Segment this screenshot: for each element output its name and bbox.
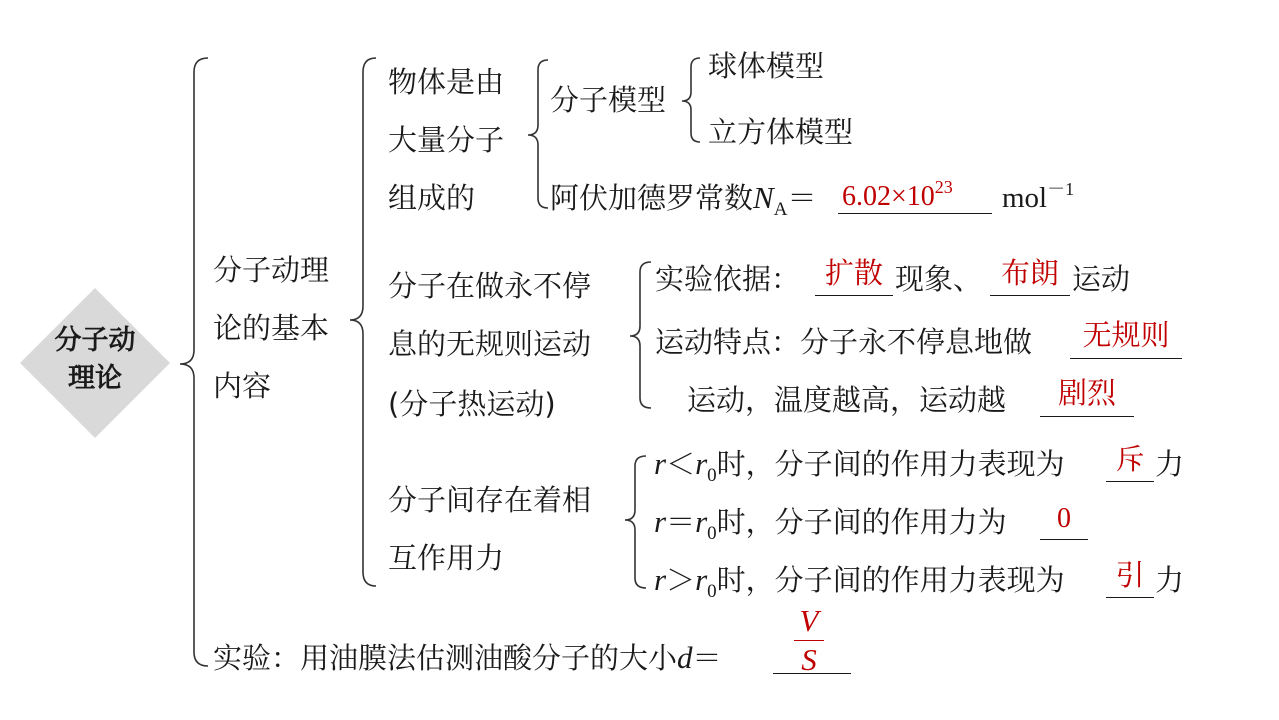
fraction-denominator: S <box>801 642 817 677</box>
force-lt-r0: r <box>695 446 708 481</box>
force-gt-text: 时，分子间的作用力表现为 <box>716 563 1065 597</box>
group1-brace <box>528 60 548 208</box>
avogadro-symbol: N <box>753 180 774 215</box>
branch-line3: 内容 <box>213 369 272 403</box>
feature-line2: 运动，温度越高，运动越 <box>687 383 1007 417</box>
branch-line1: 分子动理 <box>213 253 330 287</box>
avogadro-eq: ＝ <box>787 181 817 215</box>
force-eq-text: 时，分子间的作用力为 <box>716 505 1007 539</box>
model-brace <box>682 58 700 142</box>
model-cube: 立方体模型 <box>708 115 854 149</box>
evidence-end: 运动 <box>1072 262 1131 296</box>
evidence-mid: 现象、 <box>895 262 983 296</box>
group1-line3: 组成的 <box>388 181 476 215</box>
group2-line1: 分子在做永不停 <box>388 269 592 303</box>
content-brace <box>350 58 376 586</box>
fraction-bar <box>794 640 824 641</box>
group2-brace <box>630 262 651 408</box>
evidence-answer-2: 布朗 <box>1000 256 1059 290</box>
avogadro-sub: A <box>773 199 788 220</box>
main-brace <box>180 58 208 666</box>
group2-line3: (分子热运动) <box>388 387 556 421</box>
force-lt-sym: ＜ <box>666 447 696 481</box>
force-eq-underline <box>1040 539 1088 540</box>
force-eq-answer: 0 <box>1057 503 1071 534</box>
feature-answer-2: 剧烈 <box>1057 376 1116 410</box>
feature-underline-2 <box>1040 416 1134 417</box>
force-lt-line <box>654 446 1065 487</box>
experiment-eq: ＝ <box>692 641 722 675</box>
force-gt-r: r <box>654 562 667 597</box>
avogadro-unit: mol <box>1002 182 1048 214</box>
evidence-label: 实验依据： <box>655 262 801 296</box>
root-node <box>30 322 160 398</box>
group3-brace <box>625 456 646 588</box>
avogadro-answer <box>842 177 953 216</box>
group1-line1: 物体是由 <box>388 65 505 99</box>
evidence-underline-1 <box>815 295 893 296</box>
force-lt-r: r <box>654 446 667 481</box>
force-eq-r0-sub: 0 <box>707 523 717 544</box>
avogadro-prefix: 阿伏加德罗常数 <box>550 181 754 215</box>
experiment-d: d <box>677 640 693 675</box>
force-gt-underline <box>1106 597 1154 598</box>
force-gt-sym: ＞ <box>666 563 696 597</box>
force-gt-line <box>654 562 1065 603</box>
evidence-underline-2 <box>990 295 1070 296</box>
force-gt-r0-sub: 0 <box>707 581 717 602</box>
force-gt-suffix: 力 <box>1155 563 1185 597</box>
avogadro-unit-exp: －1 <box>1047 179 1075 199</box>
fraction-numerator: V <box>799 603 819 638</box>
branch-line2: 论的基本 <box>213 311 330 345</box>
force-eq-line <box>654 504 1007 545</box>
force-eq-r: r <box>654 504 667 539</box>
group3-line1: 分子间存在着相 <box>388 483 592 517</box>
force-eq-sym: ＝ <box>666 505 696 539</box>
group3-line2: 互作用力 <box>388 541 505 575</box>
experiment-fraction <box>792 605 826 676</box>
root-line1: 分子动 <box>54 325 136 356</box>
group1-line2: 大量分子 <box>388 123 505 157</box>
avogadro-exp: 23 <box>934 177 953 197</box>
force-gt-answer: 引 <box>1115 558 1145 592</box>
root-line2: 理论 <box>68 363 122 394</box>
force-lt-r0-sub: 0 <box>707 465 717 486</box>
force-gt-r0: r <box>695 562 708 597</box>
evidence-answer-1: 扩散 <box>824 256 883 290</box>
feature-label: 运动特点：分子永不停息地做 <box>655 325 1033 359</box>
group2-line2: 息的无规则运动 <box>388 327 592 361</box>
force-eq-r0: r <box>695 504 708 539</box>
force-lt-text: 时，分子间的作用力表现为 <box>716 447 1065 481</box>
avogadro-value: 6.02×10 <box>842 181 935 212</box>
model-label: 分子模型 <box>550 83 667 117</box>
feature-answer-1: 无规则 <box>1082 318 1170 352</box>
experiment-text: 实验：用油膜法估测油酸分子的大小 <box>213 641 678 675</box>
force-lt-underline <box>1106 481 1154 482</box>
feature-underline-1 <box>1070 358 1182 359</box>
experiment-line <box>213 640 722 676</box>
avogadro-line <box>550 180 816 221</box>
avogadro-unit-wrap <box>1002 180 1074 219</box>
model-sphere: 球体模型 <box>708 49 825 83</box>
force-lt-suffix: 力 <box>1155 447 1185 481</box>
force-lt-answer: 斥 <box>1115 442 1145 476</box>
